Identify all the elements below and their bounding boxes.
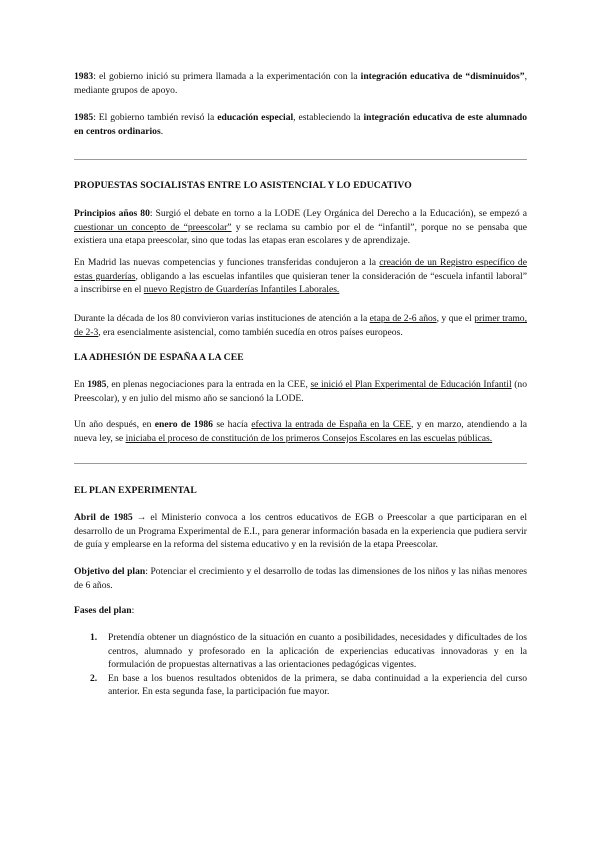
arrow-icon: → bbox=[132, 512, 151, 523]
list-text: Pretendía obtener un diagnóstico de la situación en cuanto a posibilidades, necesidades y dificultades de los centros, alumnado y profesorado en la aplicación de experiencias educativas innovadoras y en la formulación de propuestas alternativas a las orientaciones pedagógicas vigentes. bbox=[108, 632, 527, 671]
bold-text: 1985 bbox=[87, 379, 107, 390]
text: , y que el bbox=[436, 313, 475, 324]
underlined-text: etapa de 2-6 años bbox=[369, 313, 437, 324]
bold-text: Abril de 1985 bbox=[74, 512, 133, 523]
bold-text: Principios años 80 bbox=[74, 208, 150, 219]
text: , en plenas negociaciones para la entrada en la CEE, bbox=[106, 379, 311, 390]
paragraph-decada-80 bbox=[74, 312, 527, 339]
bold-text: Objetivo del plan bbox=[74, 566, 146, 577]
text: : El gobierno también revisó la bbox=[93, 112, 218, 123]
section-heading-adhesion: LA ADHESIÓN DE ESPAÑA A LA CEE bbox=[74, 352, 244, 363]
text: Durante la década de los 80 convivieron varias instituciones de atención a la bbox=[74, 313, 370, 324]
text: , estableciendo la bbox=[293, 112, 364, 123]
text: se hacía bbox=[212, 419, 252, 430]
text: , era esencialmente asistencial, como también sucedía en otros países europeos. bbox=[98, 326, 403, 338]
text: . bbox=[160, 125, 164, 137]
list-item bbox=[74, 672, 527, 699]
list-number: 1. bbox=[90, 632, 98, 643]
underlined-text: efectiva la entrada de España en la CEE bbox=[251, 419, 412, 430]
bold-text: Fases del plan bbox=[74, 605, 132, 616]
paragraph-1985-cee bbox=[74, 378, 527, 405]
paragraph-objetivo bbox=[74, 565, 527, 592]
divider bbox=[74, 463, 527, 464]
bold-text: enero de 1986 bbox=[154, 419, 213, 430]
text: : Potenciar el crecimiento y el desarrollo de todas las dimensiones de los niños y las niñas menores de 6 años. bbox=[74, 566, 527, 591]
bold-text: integración educativa de “disminuidos” bbox=[360, 71, 525, 82]
underlined-text: iniciaba el proceso de constitución de los primeros Consejos Escolares en las escuelas públicas. bbox=[125, 432, 493, 444]
phases-list bbox=[74, 631, 527, 699]
year-1985: 1985 bbox=[74, 112, 94, 123]
text: En bbox=[74, 379, 88, 390]
divider bbox=[74, 159, 527, 160]
paragraph-abril-1985 bbox=[74, 511, 527, 552]
paragraph-madrid bbox=[74, 256, 527, 297]
underlined-text: nuevo Registro de Guarderías Infantiles Laborales. bbox=[143, 284, 340, 296]
text: el Ministerio convoca a los centros educativos de EGB o Preescolar a que participaran en el desarrollo de un Programa Experimental de E.I., para generar información basada en la experiencia que pudiera servir de guía y emplearse en la reforma del sistema educativo y en la revisión de la etapa Preescolar. bbox=[74, 512, 528, 551]
list-text: En base a los buenos resultados obtenidos de la primera, se daba continuidad a la experiencia del curso anterior. En esta segunda fase, la participación fue mayor. bbox=[108, 672, 527, 698]
text: En Madrid las nuevas competencias y funciones transferidas condujeron a la bbox=[74, 257, 380, 268]
section-heading-plan-experimental: EL PLAN EXPERIMENTAL bbox=[74, 485, 197, 496]
text: (no Preescolar), y en julio del mismo año se sancionó la LODE. bbox=[74, 379, 527, 404]
text: , mediante grupos de apoyo. bbox=[74, 71, 527, 96]
list-number: 2. bbox=[90, 672, 98, 684]
paragraph-1985 bbox=[74, 111, 527, 138]
underlined-text: primer tramo, de 2-3 bbox=[74, 313, 527, 338]
text: : el gobierno inició su primera llamada a la experimentación con la bbox=[93, 71, 361, 82]
text: , obligando a las escuelas infantiles que quisieran tener la consideración de “escuela infantil laboral” a inscribirse en el bbox=[74, 270, 527, 296]
paragraph-1986 bbox=[74, 418, 527, 445]
section-heading-propuestas: PROPUESTAS SOCIALISTAS ENTRE LO ASISTENCIAL Y LO EDUCATIVO bbox=[74, 180, 412, 191]
bold-text: educación especial bbox=[217, 112, 294, 123]
text: Un año después, en bbox=[74, 419, 155, 430]
underlined-text: creación de un Registro específico de estas guarderías bbox=[74, 257, 527, 282]
text: y se reclama su cambio por el de “infantil”, porque no se pensaba que existiera una etapa preescolar, sino que todas las etapas eran escolares y de aprendizaje. bbox=[74, 221, 527, 247]
paragraph-fases bbox=[74, 604, 527, 618]
bold-text: integración educativa de este alumnado en centros ordinarios bbox=[74, 112, 527, 137]
text: , y en marzo, atendiendo a la nueva ley, se bbox=[74, 419, 527, 444]
underlined-text: cuestionar un concepto de “preescolar” bbox=[74, 221, 232, 233]
text: : bbox=[131, 605, 135, 616]
paragraph-1983 bbox=[74, 70, 527, 97]
text: : Surgió el debate en torno a la LODE (Ley Orgánica del Derecho a la Educación), se empezó a bbox=[149, 208, 527, 219]
year-1983: 1983 bbox=[74, 71, 94, 82]
list-item bbox=[74, 631, 527, 672]
underlined-text: se inició el Plan Experimental de Educación Infantil bbox=[310, 379, 512, 390]
paragraph-principios-80 bbox=[74, 207, 527, 248]
